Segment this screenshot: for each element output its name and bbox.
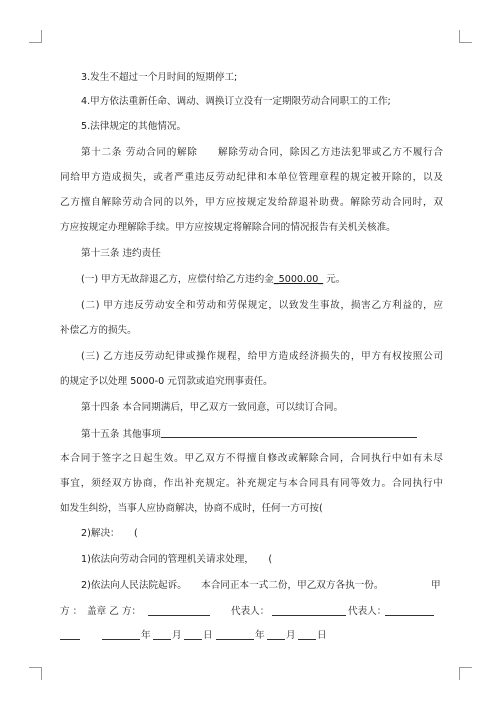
date-a-day-label: 日 [203, 630, 213, 641]
party-a-seal-label: 盖章 乙 方： [87, 606, 142, 617]
item-1-text: (一) 甲方无故辞退乙方，应偿付给乙方违约金 [81, 274, 274, 285]
signature-line [60, 604, 443, 620]
date-a-year-label: 年 [141, 630, 151, 641]
article-13-item-3-line-2: 的规定予以处理 5000-0 元罚款或追究刑事责任。 [60, 376, 273, 387]
article-14: 第十四条 本合同期满后，甲乙双方一致同意，可以续订合同。 [81, 402, 344, 413]
date-a-month-blank[interactable] [153, 628, 171, 640]
other-matters-blank[interactable] [161, 426, 417, 438]
representative-b-blank[interactable] [385, 604, 434, 616]
article-13-item-2-line-1: (二) 甲方违反劳动安全和劳动和劳保规定，以致发生事故，损害乙方利益的，应 [81, 300, 443, 311]
article-15-line-2: 事宜，须经双方协商，作出补充规定。补充规定与本合同具有同等效力。合同执行中 [60, 478, 443, 489]
article-13-item-3-line-1: (三) 乙方违反劳动纪律或操作规程，给甲方造成经济损失的，甲方有权按照公司 [81, 351, 443, 362]
representative-a-label: 代表人： [231, 606, 270, 617]
date-a-year-blank[interactable] [102, 628, 140, 640]
article-13-heading: 第十三条 违约责任 [81, 248, 161, 259]
party-b-signature-blank[interactable] [148, 604, 210, 616]
resolution-option-2 [81, 578, 443, 594]
crop-mark-top-right [459, 30, 472, 43]
article-15-line-3: 如发生纠纷，当事人应协商解决，协商不成时，任何一方可按( [60, 503, 323, 514]
date-b-year-blank[interactable] [216, 628, 254, 640]
resolution-option-1: 1)依法向劳动合同的管理机关请求处理， ( [81, 554, 273, 565]
penalty-amount: _5000.00_ [273, 274, 324, 285]
article-15-line-1: 本合同于签字之日起生效。甲乙双方不得擅自修改或解除合同，合同执行中如有未尽 [60, 453, 443, 464]
date-b-month-blank[interactable] [267, 628, 285, 640]
clause-item-4: 4.甲方依法重新任命、调动、调换订立没有一定期限劳动合同职工的工作; [81, 96, 391, 107]
crop-mark-top-left [29, 30, 42, 43]
crop-mark-bottom-left [29, 667, 42, 680]
resolution-option-2-text: 2)依法向人民法院起诉。 本合同正本一式二份，甲乙双方各执一份。 [81, 580, 384, 591]
date-a-month-label: 月 [172, 630, 182, 641]
date-b-year-label: 年 [255, 630, 265, 641]
article-12-line-4: 方应按规定办理解除手续。甲方应按规定将解除合同的情况报告有关机关核准。 [60, 222, 396, 233]
resolution-heading: 2)解决： ( [81, 528, 138, 539]
date-b-day-blank[interactable] [298, 628, 316, 640]
article-15-heading [81, 426, 443, 443]
article-12-line-3: 乙方擅自解除劳动合同的以外，甲方应按规定发给辞退补助费。解除劳动合同时，双 [60, 197, 443, 208]
clause-item-3: 3.发生不超过一个月时间的短期停工; [81, 72, 238, 83]
article-13-item-1 [81, 272, 443, 288]
party-a-label-start: 甲 [431, 580, 441, 591]
date-b-month-label: 月 [286, 630, 296, 641]
signature-continued-blank[interactable] [60, 628, 80, 640]
article-12-line-2: 同给甲方造成损失，或者严重违反劳动纪律和本单位管理章程的规定被开除的，以及 [60, 172, 443, 183]
item-1-unit: 元。 [323, 274, 346, 285]
date-b-day-label: 日 [317, 630, 327, 641]
representative-a-blank[interactable] [272, 604, 346, 616]
clause-item-5: 5.法律规定的其他情况。 [81, 121, 187, 132]
party-a-label-end: 方 ： [60, 606, 83, 617]
date-a-day-blank[interactable] [184, 628, 202, 640]
article-15-title: 第十五条 其他事项 [81, 429, 161, 440]
article-13-item-2-line-2: 补偿乙方的损失。 [60, 325, 137, 336]
article-12-line-1: 第十二条 劳动合同的解除 解除劳动合同，除因乙方违法犯罪或乙方不履行合 [81, 147, 443, 158]
crop-mark-bottom-right [459, 667, 472, 680]
representative-b-label: 代表人： [348, 606, 387, 617]
